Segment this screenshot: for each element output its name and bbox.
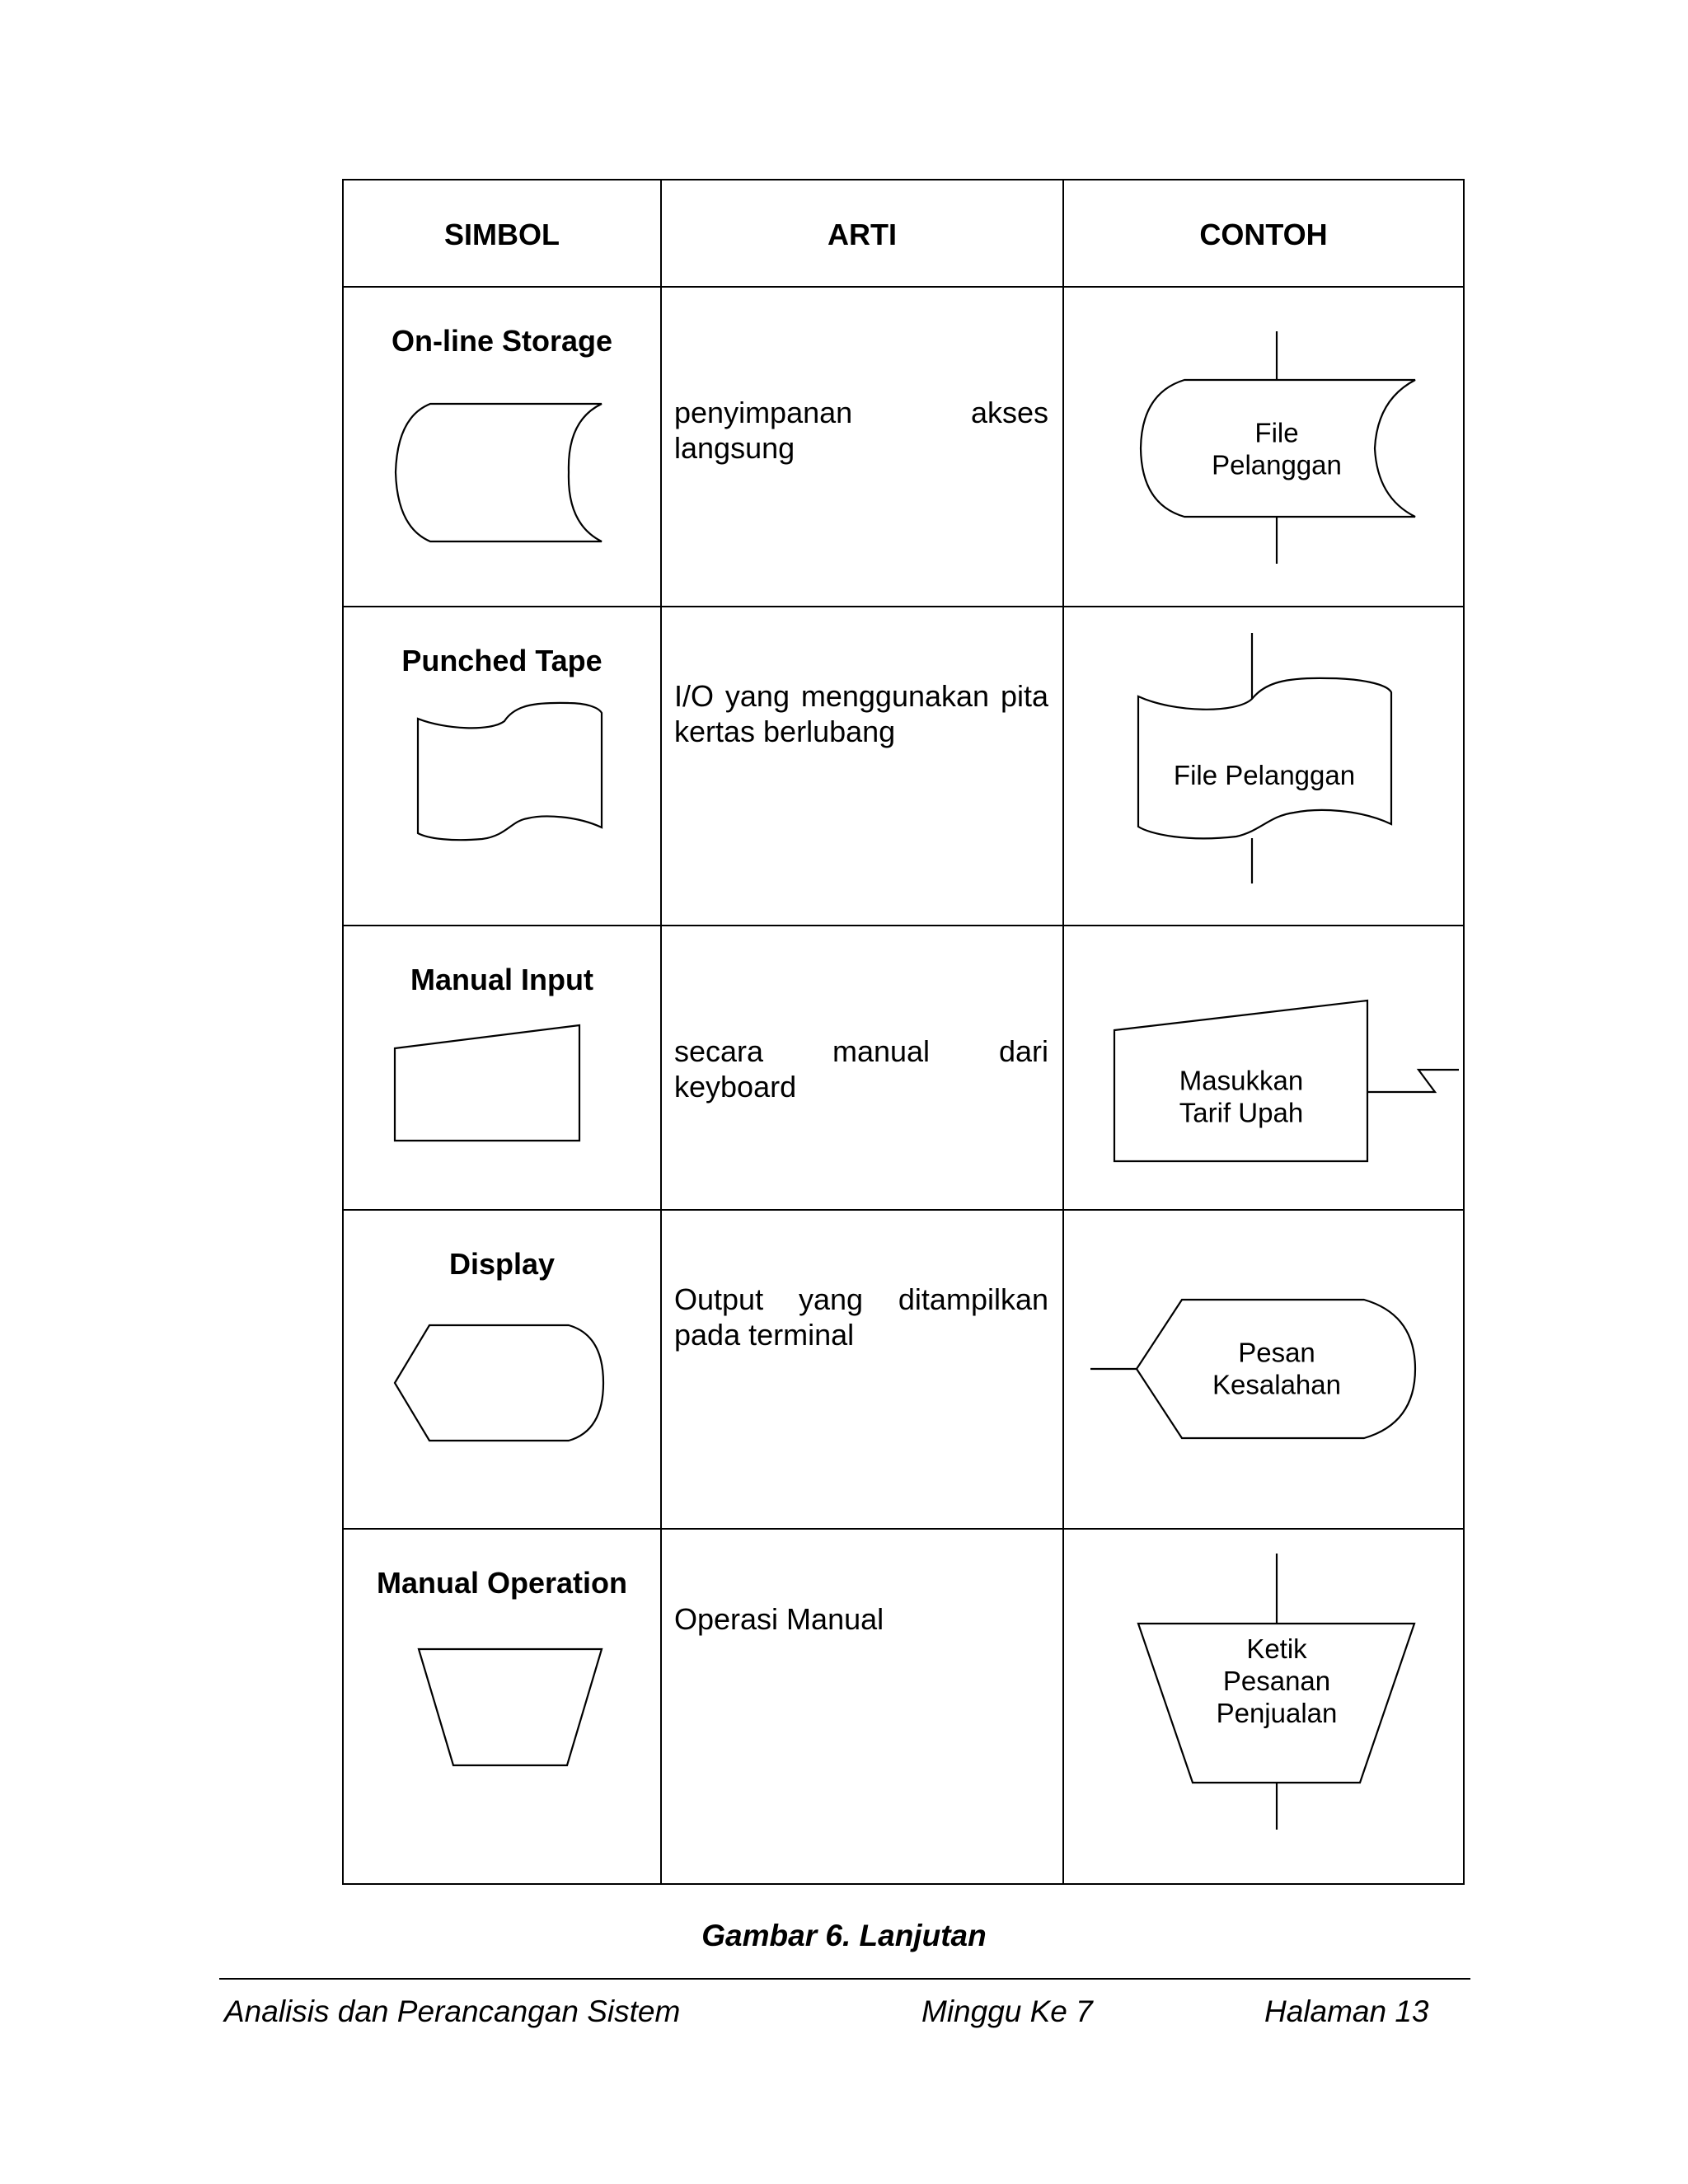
example-label: File Pelanggan [1173, 760, 1356, 790]
online-storage-symbol-icon [396, 404, 602, 541]
example-label: Ketik Pesanan Penjualan [1216, 1633, 1338, 1728]
meaning-text: Operasi Manual [674, 1602, 884, 1636]
header-contoh: CONTOH [1199, 218, 1328, 251]
figure-caption: Gambar 6. Lanjutan [701, 1919, 987, 1952]
symbol-name: Manual Operation [376, 1566, 628, 1600]
symbol-name: Punched Tape [401, 644, 603, 677]
header-simbol: SIMBOL [444, 218, 560, 251]
symbol-name: Manual Input [410, 963, 593, 996]
header-arti: ARTI [828, 218, 897, 251]
meaning-text: I/O yang menggunakan pita kertas berlubang [674, 679, 1048, 748]
display-symbol-icon [395, 1325, 603, 1441]
footer-divider [219, 1978, 1470, 1980]
example-label: Pesan Kesalahan [1212, 1337, 1341, 1400]
footer-page-number: Halaman 13 [1264, 1994, 1429, 2028]
meaning-text: Output yang ditampilkan pada terminal [674, 1282, 1048, 1352]
meaning-text: secara manual dari keyboard [674, 1034, 1048, 1104]
footer-week: Minggu Ke 7 [921, 1994, 1093, 2028]
punched-tape-example-icon [1138, 633, 1391, 883]
symbol-name: Display [448, 1247, 556, 1281]
punched-tape-symbol-icon [418, 703, 602, 840]
manual-operation-symbol-icon [419, 1649, 602, 1765]
manual-input-symbol-icon [395, 1025, 579, 1141]
example-label: File Pelanggan [1212, 417, 1342, 480]
footer-course-title: Analisis dan Perancangan Sistem [224, 1994, 681, 2028]
meaning-text: penyimpanan akses langsung [674, 396, 1048, 465]
symbol-name: On-line Storage [391, 324, 613, 358]
example-label: Masukkan Tarif Upah [1179, 1065, 1304, 1128]
